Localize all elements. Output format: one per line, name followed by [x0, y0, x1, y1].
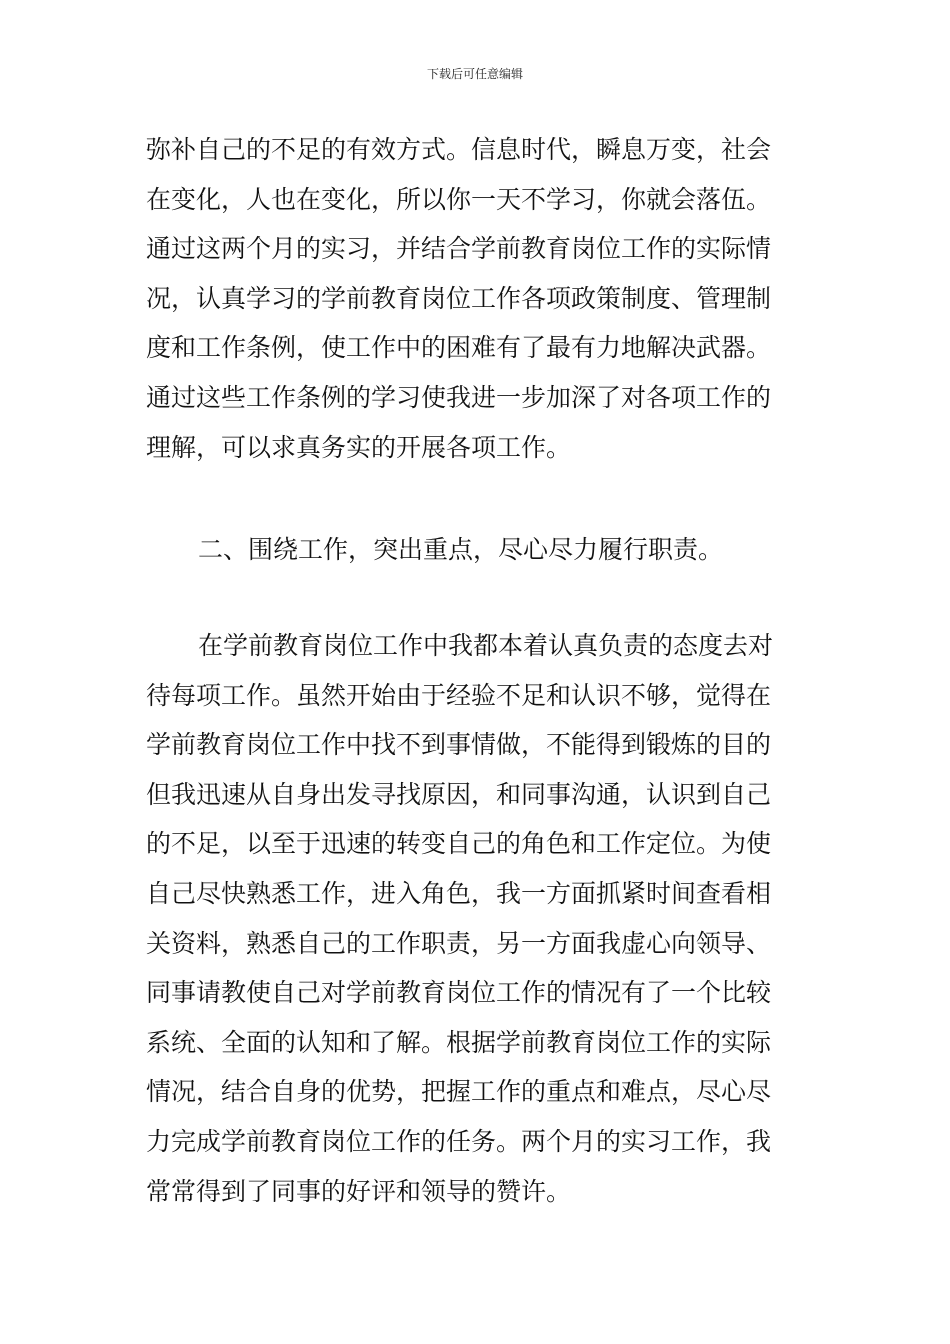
- text-line: 通过这些工作条例的学习使我进一步加深了对各项工作的: [146, 382, 772, 412]
- text-line: 学前教育岗位工作中找不到事情做，不能得到锻炼的目的: [146, 730, 772, 760]
- text-line: 在变化，人也在变化，所以你一天不学习，你就会落伍。: [146, 184, 772, 214]
- text-line: 力完成学前教育岗位工作的任务。两个月的实习工作，我: [146, 1126, 772, 1156]
- section-heading-text: 二、围绕工作，突出重点，尽心尽力履行职责。: [198, 535, 724, 564]
- text-line: 通过这两个月的实习，并结合学前教育岗位工作的实际情: [146, 234, 772, 264]
- text-line: 但我迅速从自身出发寻找原因，和同事沟通，认识到自己: [146, 779, 772, 809]
- text-line: 常常得到了同事的好评和领导的赞许。: [146, 1176, 572, 1206]
- text-line: 自己尽快熟悉工作，进入角色，我一方面抓紧时间查看相: [146, 878, 772, 908]
- text-line: 情况，结合自身的优势，把握工作的重点和难点，尽心尽: [146, 1077, 772, 1107]
- text-line: 度和工作条例，使工作中的困难有了最有力地解决武器。: [146, 333, 772, 363]
- text-line: 弥补自己的不足的有效方式。信息时代，瞬息万变，社会: [146, 135, 772, 164]
- text-line: 在学前教育岗位工作中我都本着认真负责的态度去对: [198, 631, 774, 660]
- text-line: 的不足，以至于迅速的转变自己的角色和工作定位。为使: [146, 829, 772, 859]
- text-line: 待每项工作。虽然开始由于经验不足和认识不够，觉得在: [146, 680, 772, 710]
- text-line: 况，认真学习的学前教育岗位工作各项政策制度、管理制: [146, 283, 772, 313]
- paragraph-body: [146, 621, 806, 1216]
- text-line: 关资料，熟悉自己的工作职责，另一方面我虚心向领导、: [146, 928, 772, 958]
- text-line: 同事请教使自己对学前教育岗位工作的情况有了一个比较: [146, 978, 772, 1008]
- section-heading: [146, 525, 806, 575]
- text-line: 理解，可以求真务实的开展各项工作。: [146, 432, 572, 462]
- paragraph-continued: [146, 125, 806, 472]
- page-header-note: 下载后可任意编辑: [426, 67, 523, 81]
- text-line: 系统、全面的认知和了解。根据学前教育岗位工作的实际: [146, 1027, 772, 1057]
